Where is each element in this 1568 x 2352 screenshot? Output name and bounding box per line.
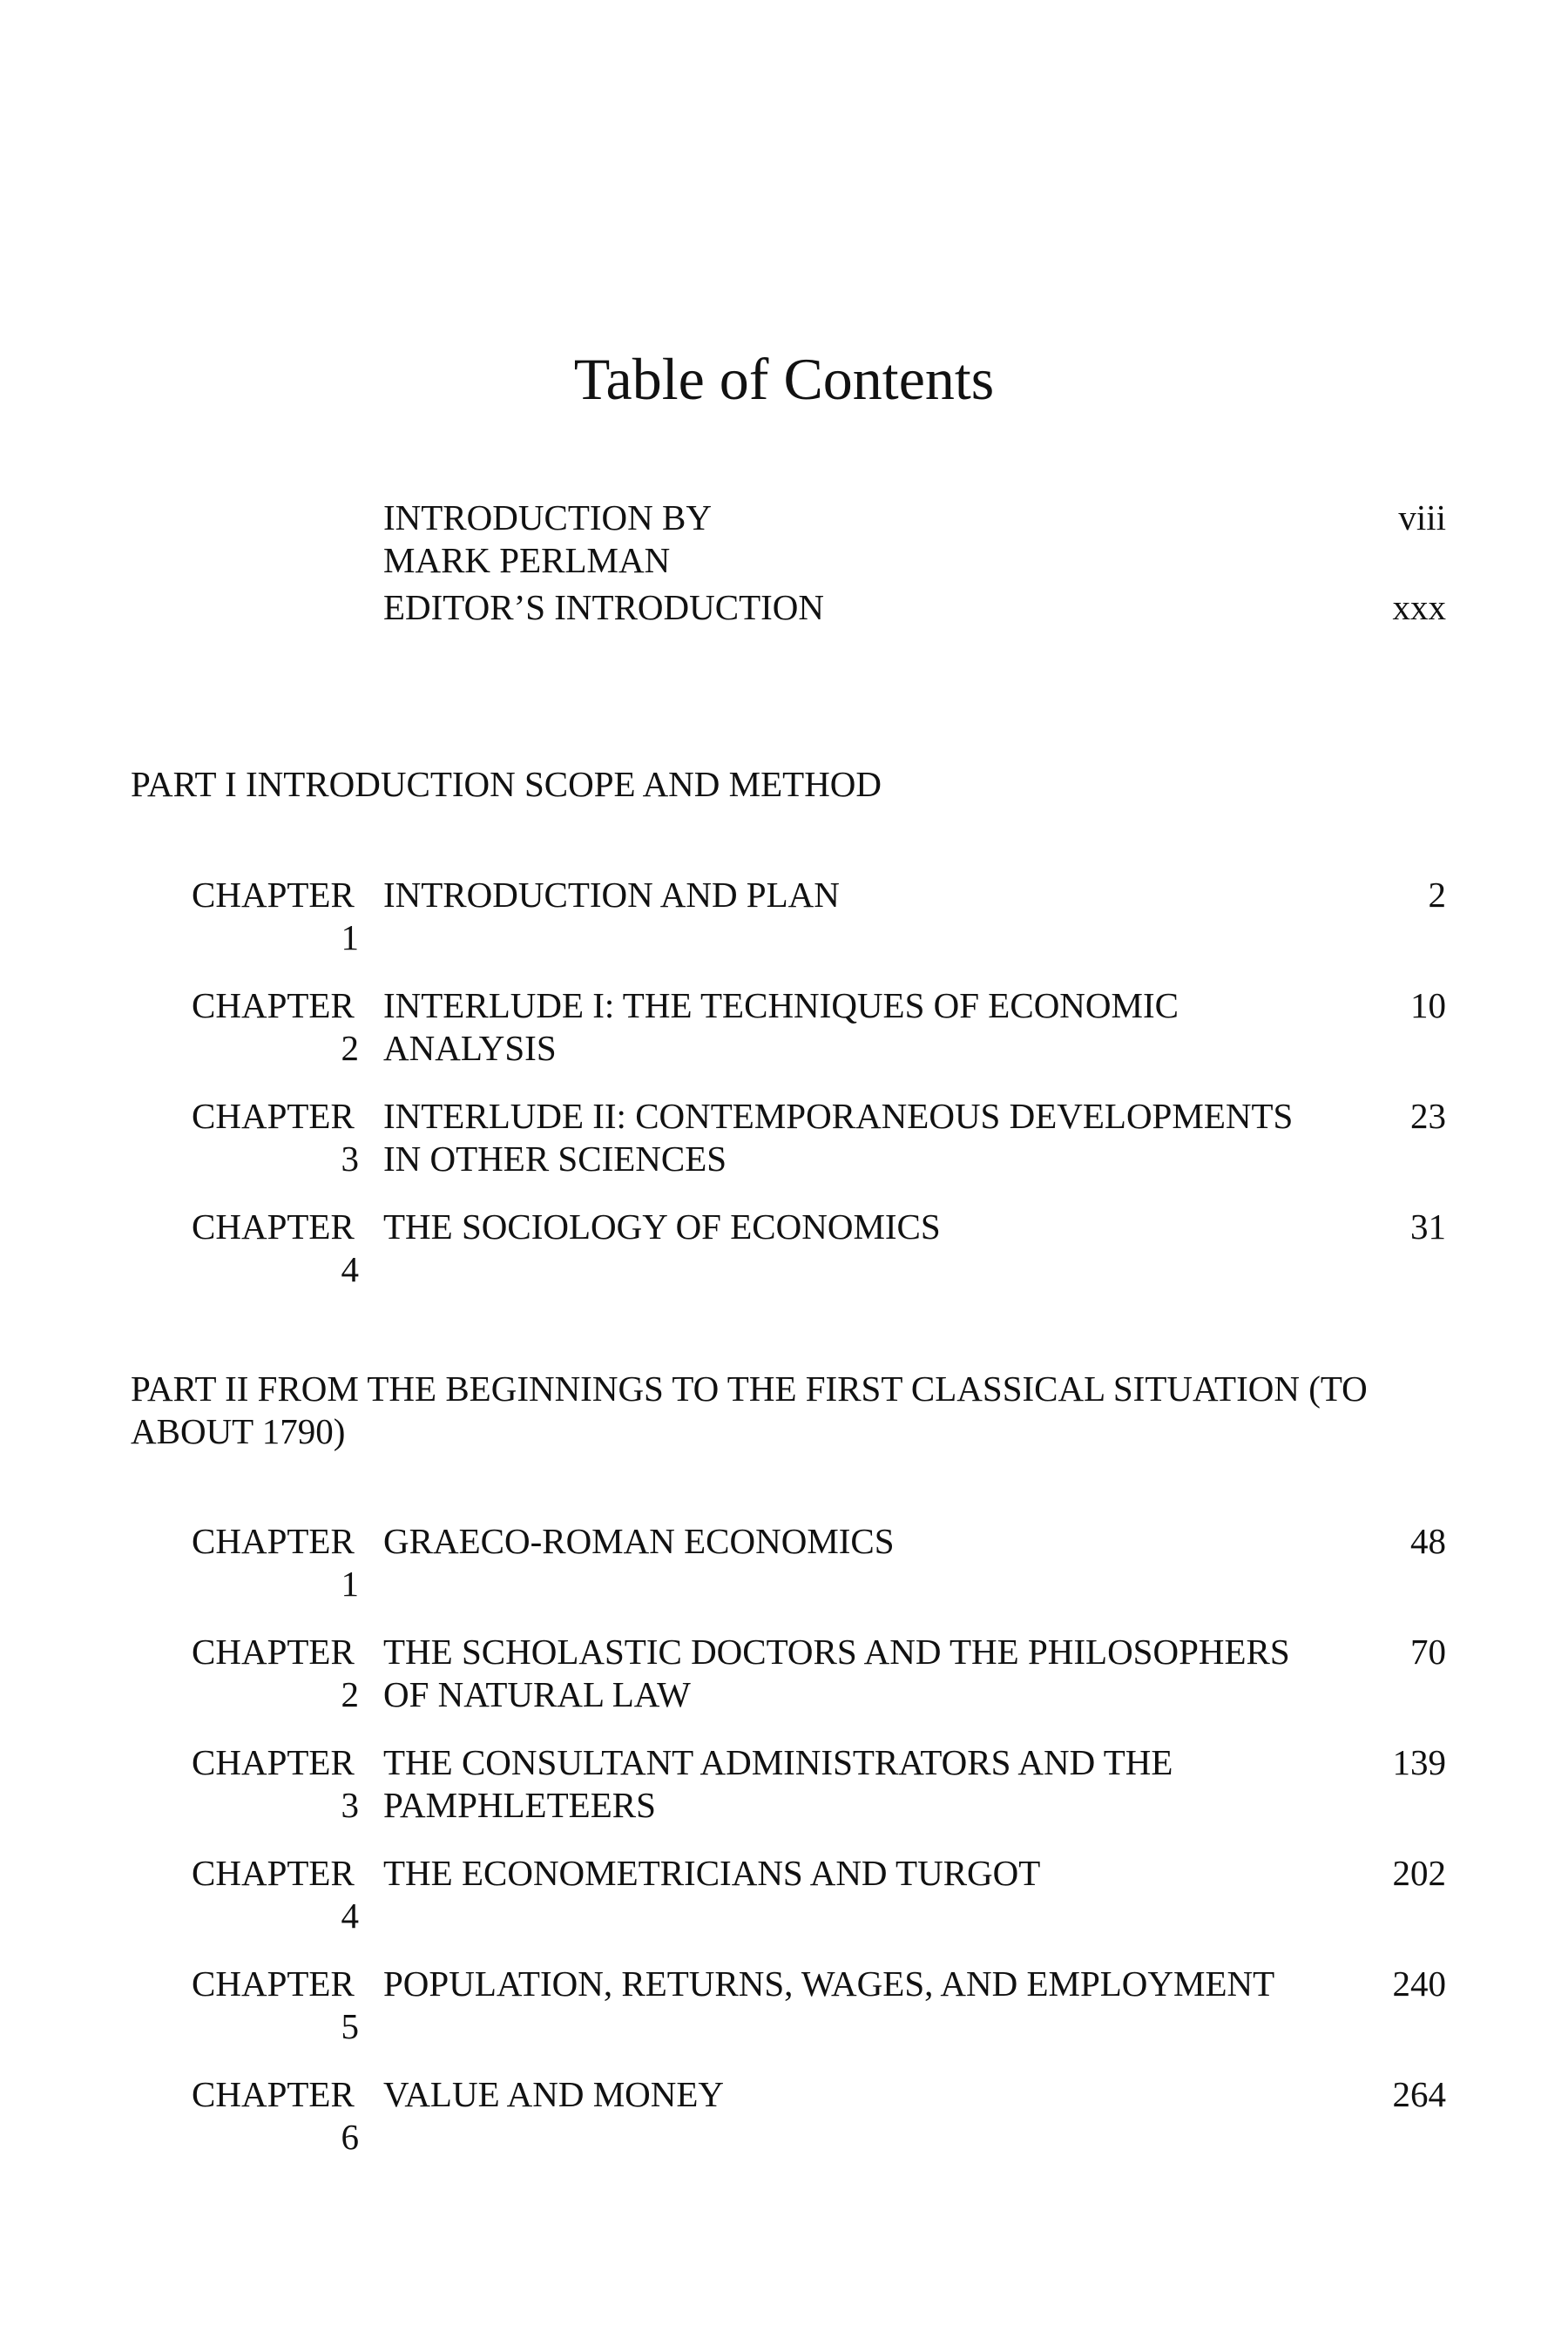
chapter-number: 1 bbox=[341, 1564, 359, 1604]
chapter-label: CHAPTER bbox=[192, 1632, 355, 1672]
toc-entry-title: INTRODUCTION BY MARK PERLMAN bbox=[383, 497, 711, 580]
chapter-label: CHAPTER bbox=[192, 1963, 355, 2004]
chapter-title: INTRODUCTION AND PLAN bbox=[383, 875, 840, 915]
chapter-number: 2 bbox=[341, 1028, 359, 1068]
chapter-label: CHAPTER bbox=[192, 1096, 355, 1136]
chapter-page: 139 bbox=[1392, 1742, 1446, 1782]
toc-chapter[interactable] bbox=[192, 874, 1446, 961]
chapter-label: CHAPTER bbox=[192, 1206, 355, 1247]
toc-chapter[interactable] bbox=[192, 1631, 1446, 1718]
page-title: Table of Contents bbox=[573, 346, 995, 412]
chapter-title: INTERLUDE I: THE TECHNIQUES OF ECONOMIC ANALYSIS bbox=[383, 985, 1179, 1068]
toc-chapter[interactable] bbox=[192, 1095, 1446, 1182]
chapter-title: POPULATION, RETURNS, WAGES, AND EMPLOYMENT bbox=[383, 1963, 1275, 2004]
toc-chapter[interactable] bbox=[192, 1520, 1446, 1607]
chapter-label: CHAPTER bbox=[192, 2074, 355, 2114]
chapter-number: 4 bbox=[341, 1896, 359, 1936]
chapter-page: 48 bbox=[1410, 1521, 1446, 1561]
chapter-number: 2 bbox=[341, 1674, 359, 1714]
part-heading: PART I INTRODUCTION SCOPE AND METHOD bbox=[131, 764, 882, 804]
toc-chapter[interactable] bbox=[192, 1206, 1446, 1293]
part-heading: PART II FROM THE BEGINNINGS TO THE FIRST CLASSICAL SITUATION (TO ABOUT 1790) bbox=[131, 1369, 1368, 1451]
chapter-title: GRAECO-ROMAN ECONOMICS bbox=[383, 1521, 895, 1561]
chapter-number: 3 bbox=[341, 1785, 359, 1825]
chapter-number: 6 bbox=[341, 2117, 359, 2157]
toc-entry-editors-introduction[interactable] bbox=[383, 586, 1446, 630]
chapter-title: VALUE AND MONEY bbox=[383, 2074, 725, 2114]
chapter-page: 10 bbox=[1410, 985, 1446, 1025]
chapter-number: 4 bbox=[341, 1249, 359, 1289]
toc-chapter[interactable] bbox=[192, 2073, 1446, 2157]
chapter-number: 1 bbox=[341, 917, 359, 957]
chapter-label: CHAPTER bbox=[192, 1853, 355, 1893]
chapter-title: THE ECONOMETRICIANS AND TURGOT bbox=[383, 1853, 1041, 1893]
toc-chapter[interactable] bbox=[192, 1963, 1446, 2050]
toc-entry-introduction[interactable] bbox=[383, 497, 1446, 584]
chapter-number: 5 bbox=[341, 2006, 359, 2046]
toc-entry-title: EDITOR’S INTRODUCTION bbox=[383, 587, 825, 627]
toc-chapter[interactable] bbox=[192, 1852, 1446, 1939]
chapter-page: 23 bbox=[1410, 1096, 1446, 1136]
chapter-page: 70 bbox=[1410, 1632, 1446, 1672]
chapter-label: CHAPTER bbox=[192, 875, 355, 915]
toc-chapter[interactable] bbox=[192, 984, 1446, 1071]
chapter-title: INTERLUDE II: CONTEMPORANEOUS DEVELOPMENTS IN OTHER SCIENCES bbox=[383, 1096, 1294, 1179]
chapter-number: 3 bbox=[341, 1139, 359, 1179]
chapter-label: CHAPTER bbox=[192, 1521, 355, 1561]
chapter-title: THE SOCIOLOGY OF ECONOMICS bbox=[383, 1206, 941, 1247]
chapter-label: CHAPTER bbox=[192, 985, 355, 1025]
chapter-page: 264 bbox=[1392, 2074, 1446, 2114]
chapter-title: THE CONSULTANT ADMINISTRATORS AND THE PAMPHLETEERS bbox=[383, 1742, 1173, 1825]
chapter-title: THE SCHOLASTIC DOCTORS AND THE PHILOSOPHERS OF NATURAL LAW bbox=[383, 1632, 1290, 1714]
chapter-page: 31 bbox=[1410, 1206, 1446, 1247]
chapter-page: 202 bbox=[1392, 1853, 1446, 1893]
toc-chapter[interactable] bbox=[192, 1741, 1446, 1828]
toc-entry-page: viii bbox=[1398, 497, 1446, 537]
toc-entry-page: xxx bbox=[1392, 587, 1446, 627]
chapter-page: 240 bbox=[1392, 1963, 1446, 2004]
chapter-label: CHAPTER bbox=[192, 1742, 355, 1782]
chapter-page: 2 bbox=[1428, 875, 1446, 915]
